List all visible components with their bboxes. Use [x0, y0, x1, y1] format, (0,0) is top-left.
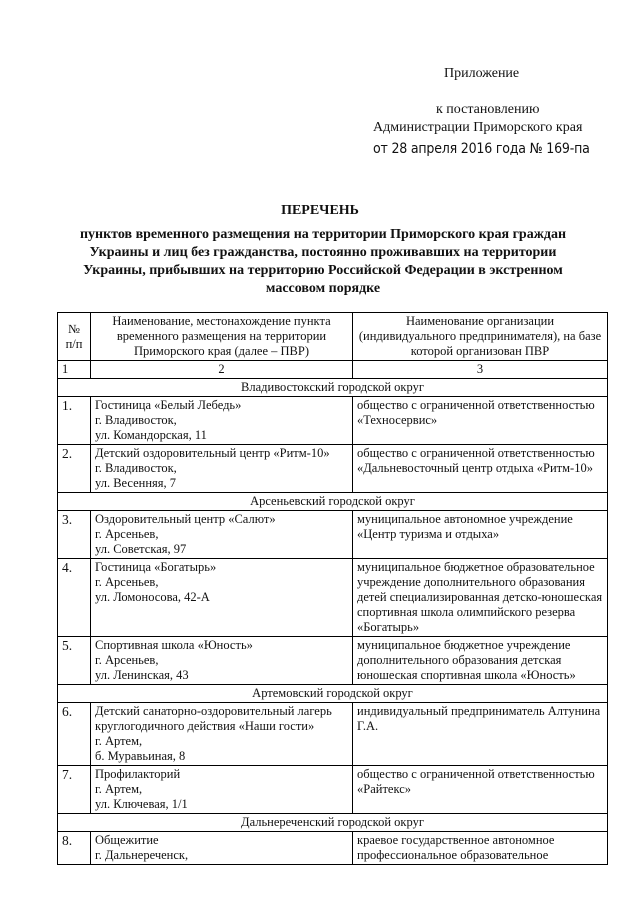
- table-header-row: [58, 313, 608, 361]
- section-name: Арсеньевский городской округ: [58, 493, 608, 511]
- table-row: [58, 397, 608, 445]
- table-row: [58, 637, 608, 685]
- row-organization: муниципальное бюджетное образовательное учреждение дополнительного образования детей специализированная детско-юношеская спортивная школа олимпийского резерва «Богатырь»: [353, 559, 608, 637]
- row-organization: муниципальное автономное учреждение «Центр туризма и отдыха»: [353, 511, 608, 559]
- section-row: [58, 814, 608, 832]
- row-place: [91, 445, 353, 493]
- place-line: ул. Советская, 97: [95, 542, 187, 556]
- place-line: Спортивная школа «Юность»: [95, 638, 253, 652]
- place-line: г. Владивосток,: [95, 461, 177, 475]
- row-organization: общество с ограниченной ответственностью «Техносервис»: [353, 397, 608, 445]
- place-line: Гостиница «Белый Лебедь»: [95, 398, 242, 412]
- appendix-administration: Администрации Приморского края: [373, 120, 583, 135]
- row-number: 1.: [58, 397, 91, 445]
- appendix-date-number: от 28 апреля 2016 года № 169-па: [373, 141, 590, 157]
- row-place: [91, 397, 353, 445]
- place-line: Гостиница «Богатырь»: [95, 560, 217, 574]
- place-line: ул. Ключевая, 1/1: [95, 797, 188, 811]
- row-place: [91, 637, 353, 685]
- place-line: Общежитие: [95, 833, 159, 847]
- row-number: 8.: [58, 832, 91, 865]
- header-number: № п/п: [58, 313, 91, 361]
- row-organization: индивидуальный предприниматель Алтунина Г.А.: [353, 703, 608, 766]
- place-line: ул. Ломоносова, 42-А: [95, 590, 210, 604]
- appendix-resolution: к постановлению: [436, 102, 540, 117]
- column-number-row: [58, 361, 608, 379]
- place-line: г. Арсеньев,: [95, 527, 159, 541]
- table-row: [58, 511, 608, 559]
- place-line: г. Владивосток,: [95, 413, 177, 427]
- place-line: Оздоровительный центр «Салют»: [95, 512, 276, 526]
- row-number: 7.: [58, 766, 91, 814]
- place-line: Детский оздоровительный центр «Ритм-10»: [95, 446, 330, 460]
- table-row: [58, 832, 608, 865]
- row-place: [91, 559, 353, 637]
- place-line: ул. Ленинская, 43: [95, 668, 189, 682]
- section-row: [58, 685, 608, 703]
- pvr-table: [57, 312, 608, 865]
- place-line: г. Арсеньев,: [95, 653, 159, 667]
- row-place: [91, 511, 353, 559]
- column-number: 3: [353, 361, 608, 379]
- table-row: [58, 559, 608, 637]
- section-name: Владивостокский городской округ: [58, 379, 608, 397]
- row-place: [91, 766, 353, 814]
- row-number: 4.: [58, 559, 91, 637]
- row-number: 5.: [58, 637, 91, 685]
- column-number: 1: [58, 361, 91, 379]
- table-body: [58, 379, 608, 865]
- document-subtitle: пунктов временного размещения на территории Приморского края граждан Украины и лиц без гражданства, постоянно проживавших на территории Украины, прибывших на территорию Российской Федерации в экстренном массовом порядке: [79, 227, 567, 296]
- place-line: г. Арсеньев,: [95, 575, 159, 589]
- row-organization: общество с ограниченной ответственностью «Дальневосточный центр отдыха «Ритм-10»: [353, 445, 608, 493]
- document-title: ПЕРЕЧЕНЬ: [281, 203, 359, 218]
- appendix-label: Приложение: [444, 66, 520, 81]
- section-row: [58, 493, 608, 511]
- row-organization: муниципальное бюджетное учреждение дополнительного образования детская юношеская спортивная школа «Юность»: [353, 637, 608, 685]
- place-line: г. Дальнереченск,: [95, 848, 189, 862]
- place-line: Детский санаторно-оздоровительный лагерь круглогодичного действия «Наши гости»: [95, 704, 332, 733]
- row-number: 3.: [58, 511, 91, 559]
- header-organization: Наименование организации (индивидуального предпринимателя), на базе которой организован ПВР: [353, 313, 608, 361]
- place-line: г. Артем,: [95, 734, 143, 748]
- row-number: 6.: [58, 703, 91, 766]
- section-name: Артемовский городской округ: [58, 685, 608, 703]
- place-line: г. Артем,: [95, 782, 143, 796]
- table-row: [58, 703, 608, 766]
- section-name: Дальнереченский городской округ: [58, 814, 608, 832]
- place-line: ул. Весенняя, 7: [95, 476, 177, 490]
- place-line: Профилакторий: [95, 767, 181, 781]
- row-organization: общество с ограниченной ответственностью «Райтекс»: [353, 766, 608, 814]
- row-number: 2.: [58, 445, 91, 493]
- column-number: 2: [91, 361, 353, 379]
- row-organization: краевое государственное автономное профессиональное образовательное: [353, 832, 608, 865]
- row-place: [91, 703, 353, 766]
- table-row: [58, 766, 608, 814]
- header-place: Наименование, местонахождение пункта временного размещения на территории Приморского края (далее – ПВР): [91, 313, 353, 361]
- table-row: [58, 445, 608, 493]
- place-line: ул. Командорская, 11: [95, 428, 207, 442]
- row-place: [91, 832, 353, 865]
- section-row: [58, 379, 608, 397]
- place-line: б. Муравьиная, 8: [95, 749, 186, 763]
